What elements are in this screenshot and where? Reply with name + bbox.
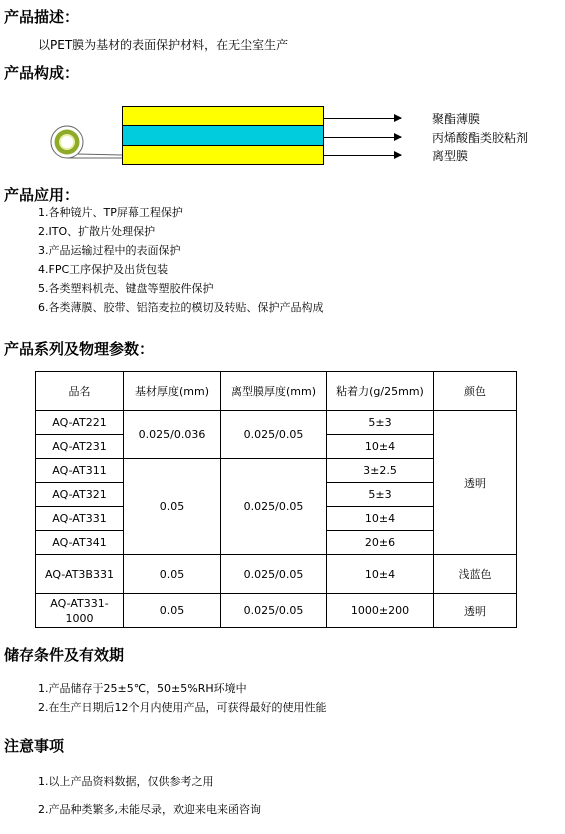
arrow-release [324,155,401,156]
model-cell: AQ-AT221 [36,411,124,435]
release-thickness-cell: 0.025/0.05 [221,459,327,555]
list-item: 5.各类塑料机壳、键盘等塑胶件保护 [38,282,214,295]
model-cell: AQ-AT341 [36,531,124,555]
layer-label-release: 离型膜 [432,149,469,163]
adhesion-cell: 5±3 [327,483,434,507]
list-item: 1.以上产品资料数据，仅供参考之用 [38,775,214,788]
tape-roll-icon [50,121,130,169]
header-base-thickness: 基材厚度(mm) [124,372,221,411]
table-row [36,555,517,594]
adhesion-cell: 5±3 [327,411,434,435]
model-cell: AQ-AT321 [36,483,124,507]
spec-table [35,371,517,628]
notes-list [38,768,261,824]
base-thickness-cell: 0.05 [124,555,221,594]
list-item: 6.各类薄膜、胶带、铝箔麦拉的模切及转贴、保护产品构成 [38,301,324,314]
header-model: 品名 [36,372,124,411]
base-thickness-cell: 0.05 [124,459,221,555]
list-item: 1.产品储存于25±5℃，50±5%RH环境中 [38,682,247,695]
release-thickness-cell: 0.025/0.05 [221,594,327,628]
model-cell: AQ-AT3B331 [36,555,124,594]
arrow-adhesive [324,137,401,138]
color-cell: 浅蓝色 [434,555,517,594]
color-cell: 透明 [434,594,517,628]
notes-heading: 注意事项 [4,737,65,755]
layer-label-adhesive: 丙烯酸酯类胶粘剂 [432,131,529,145]
application-heading: 产品应用： [4,186,80,204]
list-item: 2.ITO、扩散片处理保护 [38,225,156,238]
layer-label-polyester: 聚酯薄膜 [432,112,481,126]
base-thickness-cell: 0.025/0.036 [124,411,221,459]
adhesion-cell: 3±2.5 [327,459,434,483]
params-heading: 产品系列及物理参数： [4,340,155,358]
adhesion-cell: 20±6 [327,531,434,555]
table-row [36,411,517,435]
model-cell [36,594,124,628]
adhesion-cell: 10±4 [327,435,434,459]
list-item: 4.FPC工序保护及出货包装 [38,263,169,276]
model-text: AQ-AT331-1000 [50,596,109,625]
adhesion-cell: 1000±200 [327,594,434,628]
description-text: 以PET膜为基材的表面保护材料，在无尘室生产 [38,38,289,52]
table-header-row [36,372,517,411]
header-adhesion: 粘着力(g/25mm) [327,372,434,411]
table-row [36,594,517,628]
release-thickness-cell: 0.025/0.05 [221,555,327,594]
arrow-polyester [324,118,401,119]
model-cell: AQ-AT311 [36,459,124,483]
base-thickness-cell: 0.05 [124,594,221,628]
list-item: 1.各种镜片、TP屏幕工程保护 [38,206,183,219]
adhesion-cell: 10±4 [327,555,434,594]
application-list [38,203,324,317]
layer-acrylic-adhesive [122,125,324,146]
model-cell: AQ-AT231 [36,435,124,459]
layer-release-film [122,145,324,165]
header-color: 颜色 [434,372,517,411]
list-item: 2.产品种类繁多,未能尽录，欢迎来电来函咨询 [38,803,261,816]
header-release-thickness: 离型膜厚度(mm) [221,372,327,411]
description-heading: 产品描述： [4,8,80,26]
storage-list [38,679,327,717]
storage-heading: 储存条件及有效期 [4,646,125,664]
composition-heading: 产品构成： [4,64,80,82]
release-thickness-cell: 0.025/0.05 [221,411,327,459]
list-item: 2.在生产日期后12个月内使用产品，可获得最好的使用性能 [38,701,327,714]
model-cell: AQ-AT331 [36,507,124,531]
color-cell: 透明 [434,411,517,555]
list-item: 3.产品运输过程中的表面保护 [38,244,181,257]
layer-polyester-film [122,106,324,126]
adhesion-cell: 10±4 [327,507,434,531]
